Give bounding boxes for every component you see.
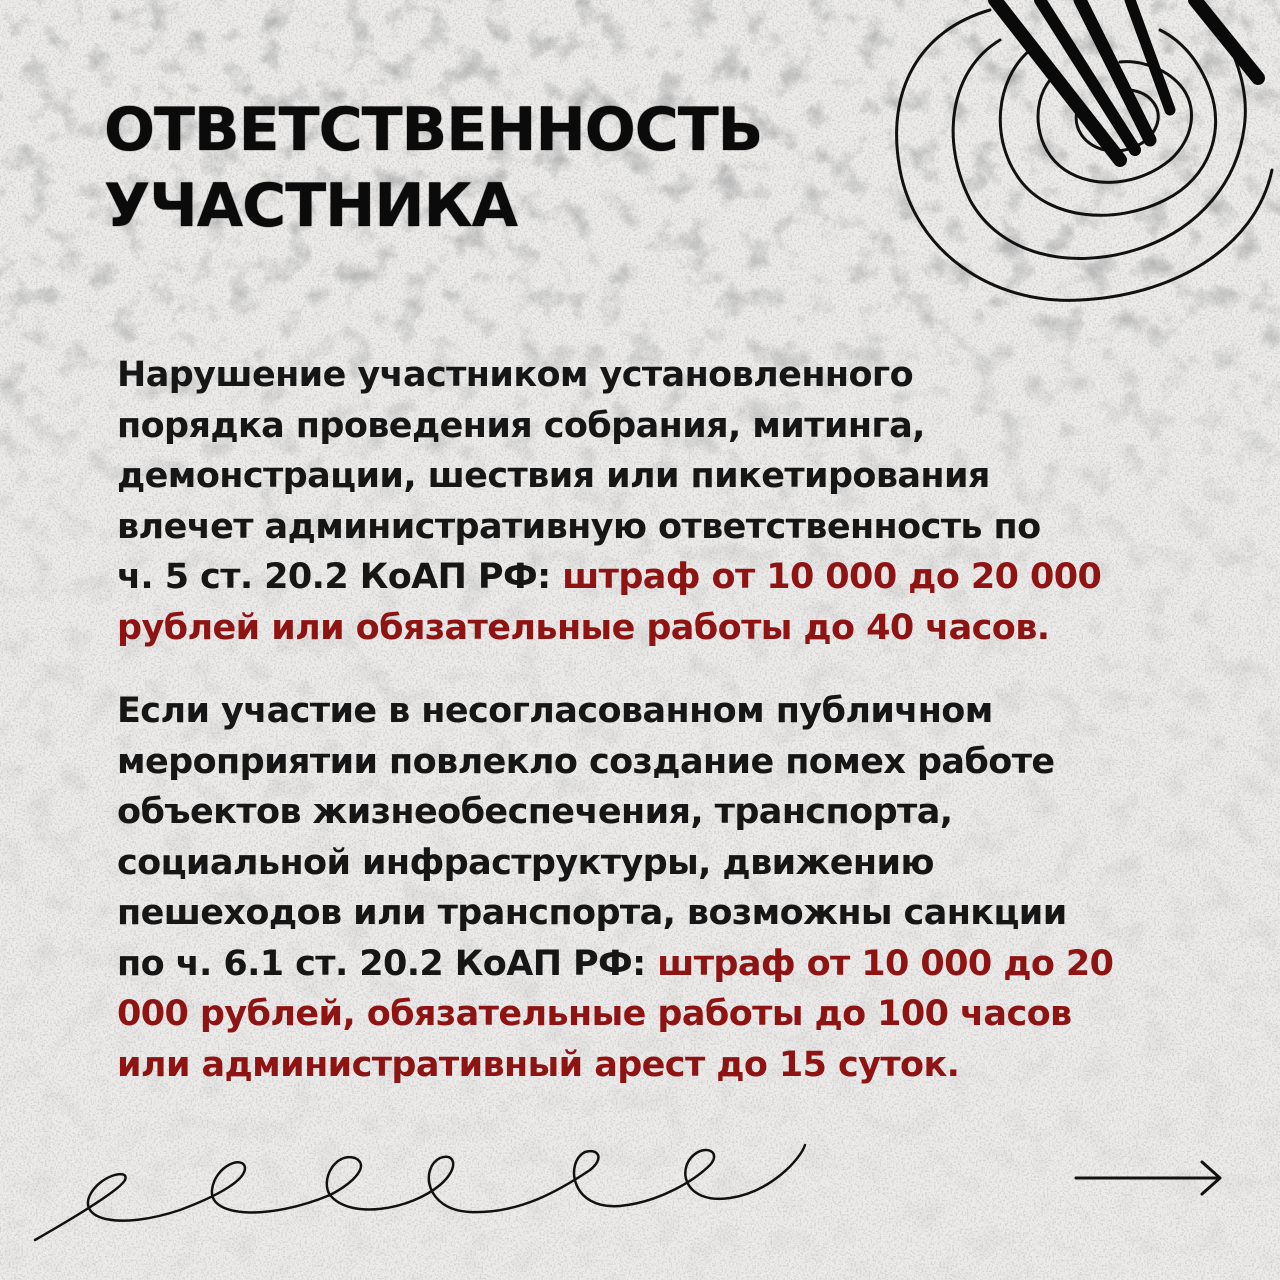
title-line-1: ОТВЕТСТВЕННОСТЬ [104, 95, 763, 165]
paragraph-part-6-1 [117, 686, 1197, 1090]
p1-line-6-highlight: рублей или обязательные работы до 40 часов. [117, 607, 1050, 648]
p2-line-5: пешеходов или транспорта, возможны санкции [117, 893, 1067, 933]
title-line-2: УЧАСТНИКА [104, 171, 518, 241]
p1-line-3: демонстрации, шествия или пикетирования [117, 456, 990, 496]
scribble-loops-icon [30, 1140, 810, 1260]
p1-line-5-plain: ч. 5 ст. 20.2 КоАП РФ: [117, 557, 563, 597]
p2-line-2: мероприятии повлекло создание помех работе [117, 741, 1055, 782]
paragraph-part-5 [117, 350, 1197, 653]
page-title [104, 92, 762, 244]
p2-line-1: Если участие в несогласованном публичном [117, 691, 993, 731]
p2-line-6-highlight: штраф от 10 000 до 20 [657, 943, 1114, 984]
p1-line-2: порядка проведения собрания, митинга, [117, 405, 925, 446]
p1-line-4: влечет административную ответственность по [117, 506, 1041, 547]
p1-line-5-highlight: штраф от 10 000 до 20 000 [562, 557, 1102, 597]
p2-line-7-highlight: 000 рублей, обязательные работы до 100 часов [117, 994, 1072, 1034]
p1-line-5 [117, 552, 1197, 603]
p1-line-1: Нарушение участником установленного [117, 355, 914, 395]
p2-line-6 [117, 939, 1197, 990]
arrow-right-icon [1072, 1158, 1228, 1198]
p2-line-8-highlight: или административный арест до 15 суток. [117, 1044, 960, 1085]
concentric-scribble-icon [880, 0, 1280, 330]
p2-line-6-plain: по ч. 6.1 ст. 20.2 КоАП РФ: [117, 943, 658, 984]
p2-line-4: социальной инфраструктуры, движению [117, 842, 934, 883]
p2-line-3: объектов жизнеобеспечения, транспорта, [117, 792, 953, 832]
